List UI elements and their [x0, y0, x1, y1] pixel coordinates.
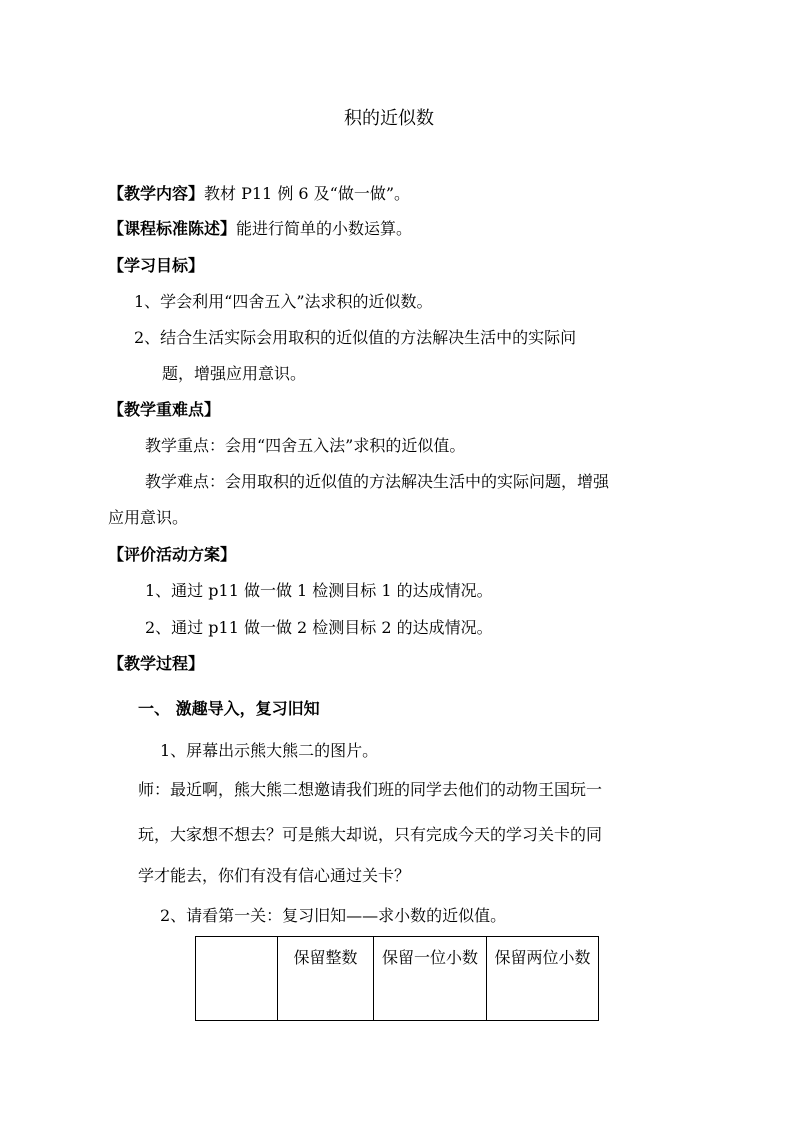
table-header-cell: 保留两位小数 — [487, 937, 599, 1021]
teacher-line-2: 玩，大家想不想去？可是熊大却说，只有完成今天的学习关卡的同 — [138, 825, 603, 844]
process-step-2: 2、请看第一关：复习旧知——求小数的近似值。 — [160, 906, 507, 925]
evaluation-item-2: 2、通过 p11 做一做 2 检测目标 2 的达成情况。 — [145, 618, 493, 637]
process-label: 【教学过程】 — [108, 654, 205, 673]
keypoint-difficulty-line-1: 教学难点：会用取积的近似值的方法解决生活中的实际问题，增强 — [145, 472, 610, 491]
teacher-line-1: 师：最近啊，熊大熊二想邀请我们班的同学去他们的动物王国玩一 — [138, 780, 603, 799]
content-label: 【教学内容】 — [108, 184, 205, 203]
goal-item-2-line-1: 2、结合生活实际会用取积的近似值的方法解决生活中的实际问 — [134, 328, 577, 347]
table-row — [196, 937, 599, 1021]
goal-item-1: 1、学会利用“四舍五入”法求积的近似数。 — [134, 292, 433, 311]
evaluation-item-1: 1、通过 p11 做一做 1 检测目标 1 的达成情况。 — [145, 581, 493, 600]
keypoints-label: 【教学重难点】 — [108, 400, 221, 419]
table-header-cell — [196, 937, 278, 1021]
content-line — [108, 184, 410, 204]
goal-item-2-line-2: 题，增强应用意识。 — [162, 364, 307, 383]
table-header-cell: 保留一位小数 — [374, 937, 487, 1021]
standard-line — [108, 219, 412, 239]
table-header-cell: 保留整数 — [278, 937, 374, 1021]
teacher-line-3: 学才能去，你们有没有信心通过关卡？ — [138, 866, 411, 885]
approximation-table — [195, 936, 599, 1021]
keypoint-focus: 教学重点：会用“四舍五入法”求积的近似值。 — [145, 436, 466, 455]
goals-label: 【学习目标】 — [108, 256, 205, 275]
process-step-1: 1、屏幕出示熊大熊二的图片。 — [160, 741, 379, 760]
standard-label: 【课程标准陈述】 — [108, 219, 237, 238]
evaluation-label: 【评价活动方案】 — [108, 545, 237, 564]
keypoint-difficulty-line-2: 应用意识。 — [108, 508, 189, 527]
page-title: 积的近似数 — [344, 108, 434, 129]
standard-text: 能进行简单的小数运算。 — [236, 219, 413, 238]
content-text: 教材 P11 例 6 及“做一做”。 — [204, 184, 411, 203]
process-section-1: 一、 激趣导入，复习旧知 — [138, 699, 320, 718]
